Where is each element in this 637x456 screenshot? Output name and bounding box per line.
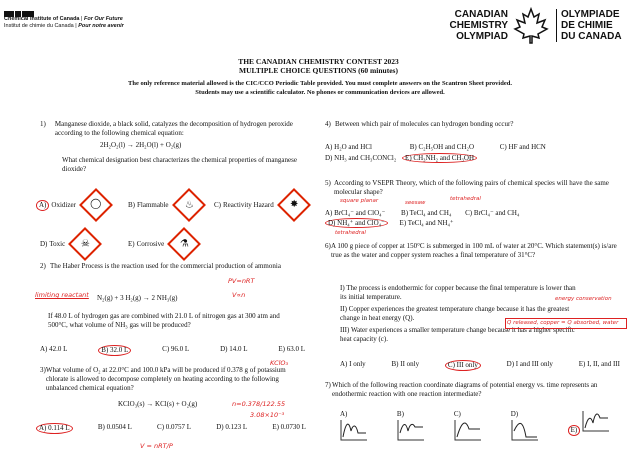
question-4: 4) Between which pair of molecules can hydrogen bonding occur? bbox=[325, 120, 514, 128]
q6-option-c[interactable]: C) III only bbox=[445, 360, 481, 371]
energy-diagram-a bbox=[340, 419, 368, 441]
q5-options bbox=[325, 209, 625, 228]
q2-option-a[interactable]: A) 42.0 L bbox=[40, 345, 68, 353]
cic-logo bbox=[4, 4, 174, 14]
toxic-icon: ☠ bbox=[68, 227, 102, 261]
q6-option-d[interactable]: D) I and III only bbox=[506, 360, 553, 368]
note-ideal-gas: V = nRT/P bbox=[140, 442, 173, 450]
q7-options bbox=[340, 410, 610, 444]
question-7: 7) Which of the following reaction coordinate diagrams of potential energy vs. time represents an endothermic reaction with one reaction intermediate? bbox=[325, 381, 598, 398]
olympiad-logo-en: CANADIAN CHEMISTRY OLYMPIAD bbox=[449, 9, 508, 42]
q4-options bbox=[325, 143, 625, 163]
note-kclo3: KClO₃ bbox=[270, 359, 289, 367]
maple-leaf-icon bbox=[512, 7, 550, 45]
q2-option-b[interactable]: B) 32.0 L bbox=[98, 345, 131, 356]
q3-option-e[interactable]: E) 0.0730 L bbox=[272, 423, 306, 431]
question-3: 3) What volume of O₂ at 22.0°C and 100.0 kPa will be produced if 0.378 g of potassium chlorate is allowed to decompose completely on heating according to the following unbalanced chemical equation? bbox=[40, 366, 286, 392]
q1-equation: 2H₂O₂(l) → 2H₂O(l) + O₂(g) bbox=[100, 141, 182, 149]
institute-fr-tag: Pour notre avenir bbox=[78, 23, 124, 29]
q6-statement-2: II) Copper experiences the greatest temperature change because it has the greatest change in heat energy (Q). bbox=[340, 305, 570, 322]
corrosive-icon: ⚗ bbox=[167, 227, 201, 261]
question-2: 2) The Haber Process is the reaction used for the commercial production of ammonia bbox=[40, 262, 281, 270]
q1-option-e[interactable]: E) Corrosive ⚗ bbox=[128, 232, 196, 256]
q2-option-e[interactable]: E) 63.0 L bbox=[278, 345, 305, 353]
question-5: 5) According to VSEPR Theory, which of the following pairs of chemical species will have the same molecular shape? bbox=[325, 179, 609, 196]
q5-option-c[interactable]: C) BrCl₄⁻ and CH₄ bbox=[465, 209, 520, 217]
flammable-icon: ♨ bbox=[172, 188, 206, 222]
q7-option-c[interactable]: C) bbox=[454, 410, 482, 444]
q1-option-d[interactable]: D) Toxic ☠ bbox=[40, 232, 97, 256]
q1-prompt: What chemical designation best characterizes the chemical properties of manganese dioxide? bbox=[62, 156, 297, 173]
q6-statements bbox=[340, 284, 578, 344]
olympiad-logo-fr: OLYMPIADE DE CHIMIE DU CANADA bbox=[556, 9, 637, 42]
q6-statement-3: III) Water experiences a smaller temperature change because it has a higher specific heat capacity (c). bbox=[340, 326, 575, 343]
note-limiting-reactant: limiting reactant bbox=[35, 291, 89, 299]
note-q-released: Q released, copper = Q absorbed, water bbox=[505, 318, 627, 329]
q6-options bbox=[340, 360, 620, 371]
q6-option-e[interactable]: E) I, II, and III bbox=[578, 360, 620, 368]
note-moles: n=0.378/122.55 bbox=[232, 400, 286, 408]
oxidizer-icon: ◯ bbox=[79, 188, 113, 222]
note-pv-nrt: PV=nRT bbox=[228, 277, 255, 285]
q2-options bbox=[40, 345, 305, 356]
q5-option-b[interactable]: B) TeCl₄ and CH₄ bbox=[401, 209, 452, 217]
note-tetrahedral-2: tetrahedral bbox=[335, 230, 366, 236]
q5-option-a[interactable]: A) BrCl₄⁻ and ClO₄⁻ bbox=[325, 209, 386, 217]
q2-prompt: If 48.0 L of hydrogen gas are combined with 21.0 L of nitrogen gas at 300 atm and 500°C, what volume of NH₃ gas will be produced? bbox=[48, 312, 280, 329]
contest-title: THE CANADIAN CHEMISTRY CONTEST 2023 MULTIPLE CHOICE QUESTIONS (60 minutes) bbox=[238, 57, 399, 75]
q1-option-c[interactable]: C) Reactivity Hazard ✸ bbox=[214, 193, 306, 217]
note-square-planar: square planar bbox=[340, 198, 379, 204]
energy-diagram-c bbox=[454, 419, 482, 441]
q3-option-b[interactable]: B) 0.0504 L bbox=[97, 423, 132, 431]
q7-option-a[interactable]: A) bbox=[340, 410, 368, 444]
energy-diagram-b bbox=[397, 419, 425, 441]
q6-option-b[interactable]: B) II only bbox=[391, 360, 420, 368]
q7-option-e[interactable]: E) bbox=[568, 410, 610, 444]
q5-option-e[interactable]: E) TeCl₄ and NH₄⁺ bbox=[399, 219, 454, 227]
institute-fr: Institut de chimie du Canada bbox=[4, 23, 74, 29]
q4-option-e[interactable]: E) CH₃NH₂ and CH₃OH bbox=[402, 153, 477, 163]
q4-option-b[interactable]: B) C₂H₅OH and CH₂O bbox=[409, 143, 475, 151]
q4-option-a[interactable]: A) H₂O and HCl bbox=[325, 143, 372, 151]
q1-option-a[interactable]: A) Oxidizer ◯ bbox=[36, 193, 108, 217]
q3-equation: KClO₃(s) → KCl(s) + O₂(g) bbox=[118, 400, 198, 408]
institute-en-tag: For Our Future bbox=[84, 16, 123, 22]
q7-option-b[interactable]: B) bbox=[397, 410, 425, 444]
q3-options bbox=[36, 423, 306, 434]
question-6: 6) A 100 g piece of copper at 150°C is submerged in 100 mL of water at 20°C. Which statement(s) is/are true as the water and copper system reaches a final temperature of 31°C? bbox=[325, 242, 617, 259]
energy-diagram-d bbox=[511, 419, 539, 441]
q3-option-a[interactable]: A) 0.114 L bbox=[36, 423, 73, 434]
q4-option-d[interactable]: D) NH₃ and CH₃CONCl₂ bbox=[325, 154, 397, 162]
q2-option-c[interactable]: C) 96.0 L bbox=[162, 345, 190, 353]
note-v-prop-n: V∝n bbox=[232, 291, 246, 299]
institute-en: Chemical Institute of Canada bbox=[4, 16, 80, 22]
q1-option-b[interactable]: B) Flammable ♨ bbox=[128, 193, 201, 217]
question-1: 1) Manganese dioxide, a black solid, catalyzes the decomposition of hydrogen peroxide according to the following chemical equation: 2H₂O₂(l) → 2H₂O(l) + O₂(g) What chemical designation best characterizes the chemical properties of manganese dioxide? bbox=[40, 120, 305, 174]
q7-option-d[interactable]: D) bbox=[511, 410, 539, 444]
q3-option-c[interactable]: C) 0.0757 L bbox=[157, 423, 192, 431]
note-energy-conservation: energy conservation bbox=[555, 296, 612, 302]
energy-diagram-e bbox=[582, 410, 610, 432]
q6-option-a[interactable]: A) I only bbox=[340, 360, 366, 368]
q5-option-d[interactable]: D) NH₄⁺ and ClO₄⁻ bbox=[325, 218, 388, 228]
q4-option-c[interactable]: C) HF and HCN bbox=[499, 143, 546, 151]
header-left: Chemical Institute of Canada | For Our Future Institut de chimie du Canada | Pour notre avenir bbox=[4, 4, 174, 30]
q6-statement-1: I) The process is endothermic for copper because the final temperature is lower than its initial temperature. bbox=[340, 284, 576, 301]
explosive-icon: ✸ bbox=[277, 188, 311, 222]
note-seesaw: seesaw bbox=[405, 200, 426, 206]
q2-option-d[interactable]: D) 14.0 L bbox=[220, 345, 248, 353]
instructions: The only reference material allowed is the CIC/CCO Periodic Table provided. You must complete answers on the Scantron Sheet provided. Students may use a scientific calculator. No phones or communication devices are allowed. bbox=[128, 80, 512, 96]
q2-equation: N₂(g) + 3 H₂(g) → 2 NH₃(g) bbox=[97, 294, 178, 302]
note-result: 3.08×10⁻³ bbox=[250, 411, 285, 419]
note-tetrahedral-1: tetrahedral bbox=[450, 196, 481, 202]
q3-option-d[interactable]: D) 0.123 L bbox=[216, 423, 248, 431]
